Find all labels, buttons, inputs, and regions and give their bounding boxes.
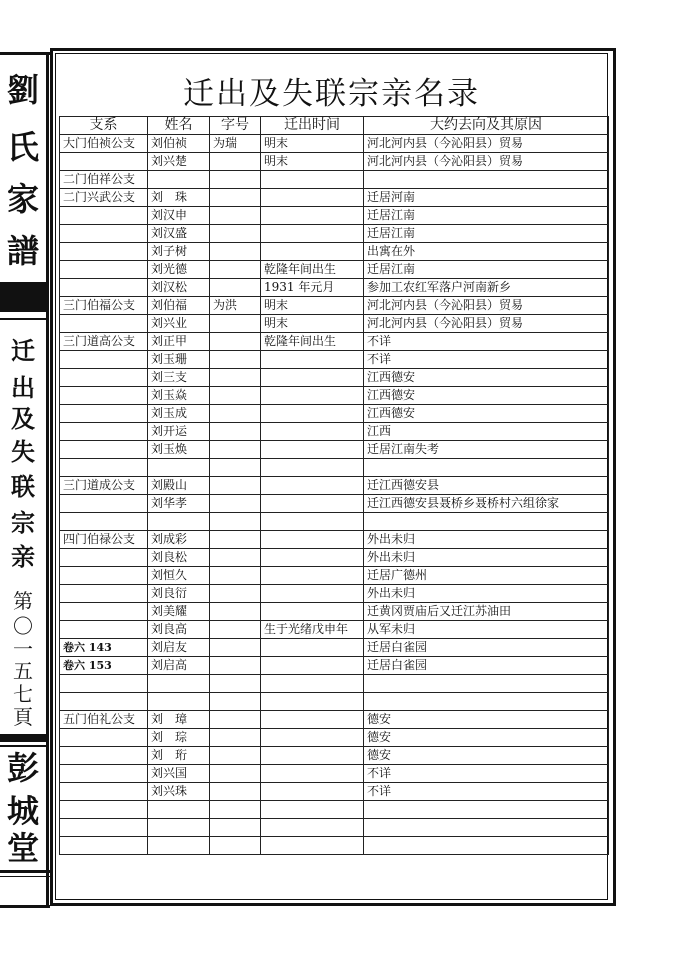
cell-time [261,801,364,819]
spine-section-char: 迁 [11,336,35,365]
cell-branch [60,459,148,477]
cell-time [261,531,364,549]
cell-style [210,405,261,423]
cell-name [148,837,210,855]
cell-time: 明末 [261,297,364,315]
table-row [60,477,609,495]
cell-destination: 迁江西德安县聂桥乡聂桥村六组徐家 [364,495,609,513]
cell-style [210,279,261,297]
cell-destination: 江西德安 [364,369,609,387]
cell-time [261,585,364,603]
spine-section-char: 宗 [11,508,35,537]
spine-title-char: 劉 [6,71,39,109]
cell-destination: 迁居白雀园 [364,639,609,657]
spine-rule [0,745,46,747]
cell-destination: 迁居江南失考 [364,441,609,459]
table-row [60,135,609,153]
cell-style [210,675,261,693]
table-row [60,423,609,441]
cell-time [261,639,364,657]
cell-branch [60,567,148,585]
cell-branch [60,207,148,225]
cell-name: 刘兴国 [148,765,210,783]
cell-branch [60,279,148,297]
cell-destination: 迁黄冈贾庙后又迁江苏油田 [364,603,609,621]
cell-name: 刘玉珊 [148,351,210,369]
cell-time [261,765,364,783]
cell-destination: 不详 [364,765,609,783]
spine-hall-char: 城 [6,792,39,830]
cell-style [210,369,261,387]
cell-branch [60,513,148,531]
cell-time [261,729,364,747]
cell-branch [60,837,148,855]
table-row [60,549,609,567]
spine-rule-bottom [0,870,50,873]
spine-page-char: 第 [13,589,33,613]
cell-name: 刘子树 [148,243,210,261]
cell-branch: 三门伯福公支 [60,297,148,315]
table-row [60,729,609,747]
cell-time: 1931 年元月 [261,279,364,297]
cell-name [148,513,210,531]
cell-time: 乾隆年间出生 [261,261,364,279]
cell-style [210,747,261,765]
table-row [60,243,609,261]
cell-branch [60,603,148,621]
cell-style [210,477,261,495]
table-row [60,459,609,477]
column-header-name: 姓名 [148,117,210,135]
cell-time [261,657,364,675]
table-row [60,639,609,657]
cell-style [210,441,261,459]
cell-time [261,495,364,513]
cell-style [210,783,261,801]
cell-time [261,441,364,459]
cell-name: 刘汉申 [148,207,210,225]
column-header-branch: 支系 [60,117,148,135]
cell-name: 刘启高 [148,657,210,675]
cell-branch [60,729,148,747]
cell-time: 生于光绪戊申年 [261,621,364,639]
cell-time [261,603,364,621]
cell-branch [60,243,148,261]
cell-name: 刘殿山 [148,477,210,495]
table-row [60,567,609,585]
cell-branch [60,441,148,459]
column-header-destination: 大约去向及其原因 [364,117,609,135]
cell-style [210,495,261,513]
cell-name [148,819,210,837]
table-body [60,135,609,855]
cell-destination: 不详 [364,783,609,801]
spine-section-char: 联 [11,472,35,501]
spine-section-char: 亲 [11,542,35,571]
cell-style [210,657,261,675]
cell-style [210,531,261,549]
cell-name: 刘 珩 [148,747,210,765]
cell-style [210,621,261,639]
table-row [60,783,609,801]
cell-time [261,747,364,765]
cell-destination: 河北河内县（今沁阳县）贸易 [364,135,609,153]
cell-style [210,603,261,621]
table-row [60,369,609,387]
table-row [60,513,609,531]
cell-branch: 二门兴武公支 [60,189,148,207]
spine-section-char: 失 [11,437,35,466]
cell-branch [60,423,148,441]
cell-branch: 三门道高公支 [60,333,148,351]
cell-style [210,837,261,855]
cell-destination: 参加工农红军落户河南新乡 [364,279,609,297]
spine-black-band [0,734,46,742]
cell-name: 刘 琮 [148,729,210,747]
table-row [60,315,609,333]
table-row [60,333,609,351]
table-header-row [60,117,609,135]
cell-name [148,801,210,819]
cell-destination: 迁居江南 [364,225,609,243]
spine-page-char: 〇 [13,614,33,638]
cell-name: 刘华孝 [148,495,210,513]
cell-time [261,369,364,387]
cell-branch: 三门道成公支 [60,477,148,495]
cell-time [261,477,364,495]
table-row [60,711,609,729]
cell-name: 刘兴业 [148,315,210,333]
table-row [60,765,609,783]
cell-branch [60,405,148,423]
spine-hall-char: 堂 [6,829,39,867]
cell-time: 明末 [261,135,364,153]
cell-style [210,459,261,477]
cell-branch [60,765,148,783]
cell-destination: 迁居白雀园 [364,657,609,675]
cell-branch [60,621,148,639]
cell-destination: 迁居江南 [364,261,609,279]
cell-style [210,261,261,279]
cell-name: 刘 珠 [148,189,210,207]
page-title: 迁出及失联宗亲名录 [183,76,480,112]
cell-destination: 外出未归 [364,549,609,567]
cell-name: 刘三支 [148,369,210,387]
cell-style [210,549,261,567]
spine-hall-char: 彭 [6,749,39,787]
cell-branch [60,549,148,567]
cell-time [261,243,364,261]
cell-name: 刘玉焱 [148,387,210,405]
cell-name: 刘 璋 [148,711,210,729]
table-row [60,675,609,693]
cell-time [261,783,364,801]
cell-time [261,675,364,693]
cell-branch: 五门伯礼公支 [60,711,148,729]
column-header-time: 迁出时间 [261,117,364,135]
cell-time [261,387,364,405]
cell-branch [60,747,148,765]
cell-name: 刘启友 [148,639,210,657]
table-row [60,621,609,639]
cell-style [210,585,261,603]
cell-branch: 卷六 153 [60,657,148,675]
cell-style [210,765,261,783]
cell-branch [60,315,148,333]
table-row [60,657,609,675]
cell-time [261,711,364,729]
spine-rule-bottom [0,905,50,908]
table-row [60,405,609,423]
cell-time [261,189,364,207]
cell-name [148,675,210,693]
table-row [60,693,609,711]
cell-destination [364,171,609,189]
table-row [60,351,609,369]
cell-style [210,423,261,441]
cell-style [210,243,261,261]
cell-name: 刘玉焕 [148,441,210,459]
cell-destination: 德安 [364,711,609,729]
cell-destination: 江西德安 [364,387,609,405]
cell-time: 明末 [261,153,364,171]
cell-destination [364,837,609,855]
cell-destination: 河北河内县（今沁阳县）贸易 [364,315,609,333]
cell-branch [60,783,148,801]
cell-destination: 不详 [364,333,609,351]
table-row [60,495,609,513]
cell-destination: 德安 [364,747,609,765]
spine-rule-right [46,52,49,908]
table-row [60,207,609,225]
cell-branch: 大门伯祯公支 [60,135,148,153]
cell-name: 刘光德 [148,261,210,279]
cell-destination: 外出未归 [364,585,609,603]
cell-time [261,405,364,423]
cell-time [261,171,364,189]
cell-branch [60,495,148,513]
cell-time: 明末 [261,315,364,333]
cell-branch [60,693,148,711]
table-row [60,189,609,207]
cell-time [261,693,364,711]
cell-destination [364,459,609,477]
cell-style [210,819,261,837]
cell-style [210,639,261,657]
table-row [60,297,609,315]
cell-branch [60,225,148,243]
table-row [60,387,609,405]
table-row [60,441,609,459]
cell-time [261,549,364,567]
table-row [60,585,609,603]
cell-time [261,423,364,441]
cell-style [210,153,261,171]
cell-name: 刘良松 [148,549,210,567]
cell-destination: 迁居江南 [364,207,609,225]
cell-destination: 出寓在外 [364,243,609,261]
cell-destination: 迁居河南 [364,189,609,207]
cell-name [148,459,210,477]
cell-name: 刘汉松 [148,279,210,297]
spine-section-char: 出 [11,373,35,402]
cell-destination: 江西德安 [364,405,609,423]
cell-style [210,387,261,405]
cell-branch [60,153,148,171]
cell-name: 刘开运 [148,423,210,441]
cell-branch [60,819,148,837]
spine-rule [0,318,46,320]
cell-destination: 不详 [364,351,609,369]
cell-time [261,225,364,243]
cell-name: 刘恒久 [148,567,210,585]
table-row [60,747,609,765]
cell-name: 刘美耀 [148,603,210,621]
cell-name: 刘兴楚 [148,153,210,171]
spine-section-char: 及 [11,404,35,433]
cell-branch: 四门伯禄公支 [60,531,148,549]
spine-page-char: 頁 [13,705,33,729]
table-row [60,279,609,297]
cell-style [210,711,261,729]
cell-destination: 河北河内县（今沁阳县）贸易 [364,297,609,315]
cell-name [148,171,210,189]
cell-name: 刘汉盛 [148,225,210,243]
cell-style [210,315,261,333]
spine-page-char: 一 [13,637,33,661]
cell-time [261,819,364,837]
cell-branch [60,261,148,279]
cell-time [261,567,364,585]
cell-destination: 河北河内县（今沁阳县）贸易 [364,153,609,171]
cell-destination: 迁江西德安县 [364,477,609,495]
cell-style [210,513,261,531]
cell-style [210,351,261,369]
cell-branch [60,801,148,819]
cell-style [210,225,261,243]
table-row [60,225,609,243]
cell-branch [60,351,148,369]
clan-roster-table [59,116,609,855]
table-row [60,819,609,837]
cell-destination [364,819,609,837]
table-row [60,603,609,621]
cell-name: 刘伯福 [148,297,210,315]
column-header-style: 字号 [210,117,261,135]
cell-time [261,207,364,225]
table-row [60,153,609,171]
cell-time [261,351,364,369]
cell-time [261,837,364,855]
cell-time [261,513,364,531]
cell-branch [60,387,148,405]
spine-page-char: 五 [13,659,33,683]
spine-title-char: 氏 [6,128,39,166]
cell-branch [60,369,148,387]
cell-destination [364,513,609,531]
cell-destination: 德安 [364,729,609,747]
spine-black-band [0,282,46,312]
cell-name: 刘伯祯 [148,135,210,153]
cell-style [210,801,261,819]
spine-title-char: 家 [6,180,39,218]
cell-style [210,171,261,189]
cell-destination: 江西 [364,423,609,441]
spine-rule-bottom [0,876,50,877]
cell-branch: 卷六 143 [60,639,148,657]
cell-name: 刘玉成 [148,405,210,423]
cell-branch: 二门伯祥公支 [60,171,148,189]
cell-name: 刘良衍 [148,585,210,603]
cell-name: 刘正甲 [148,333,210,351]
cell-name: 刘成彩 [148,531,210,549]
cell-name: 刘良高 [148,621,210,639]
spine-rule-top [0,52,50,55]
cell-style [210,333,261,351]
cell-time: 乾隆年间出生 [261,333,364,351]
cell-destination [364,693,609,711]
cell-branch [60,585,148,603]
cell-name: 刘兴珠 [148,783,210,801]
cell-destination [364,675,609,693]
cell-style: 为洪 [210,297,261,315]
table-row [60,531,609,549]
spine-title-char: 譜 [6,232,39,270]
cell-destination [364,801,609,819]
cell-destination: 外出未归 [364,531,609,549]
cell-style [210,207,261,225]
cell-style: 为瑞 [210,135,261,153]
cell-style [210,567,261,585]
table-row [60,801,609,819]
cell-style [210,729,261,747]
cell-destination: 从军未归 [364,621,609,639]
cell-style [210,693,261,711]
cell-name [148,693,210,711]
spine-page-char: 七 [13,682,33,706]
cell-branch [60,675,148,693]
cell-time [261,459,364,477]
cell-style [210,189,261,207]
table-row [60,171,609,189]
table-row [60,261,609,279]
cell-destination: 迁居广德州 [364,567,609,585]
table-row [60,837,609,855]
